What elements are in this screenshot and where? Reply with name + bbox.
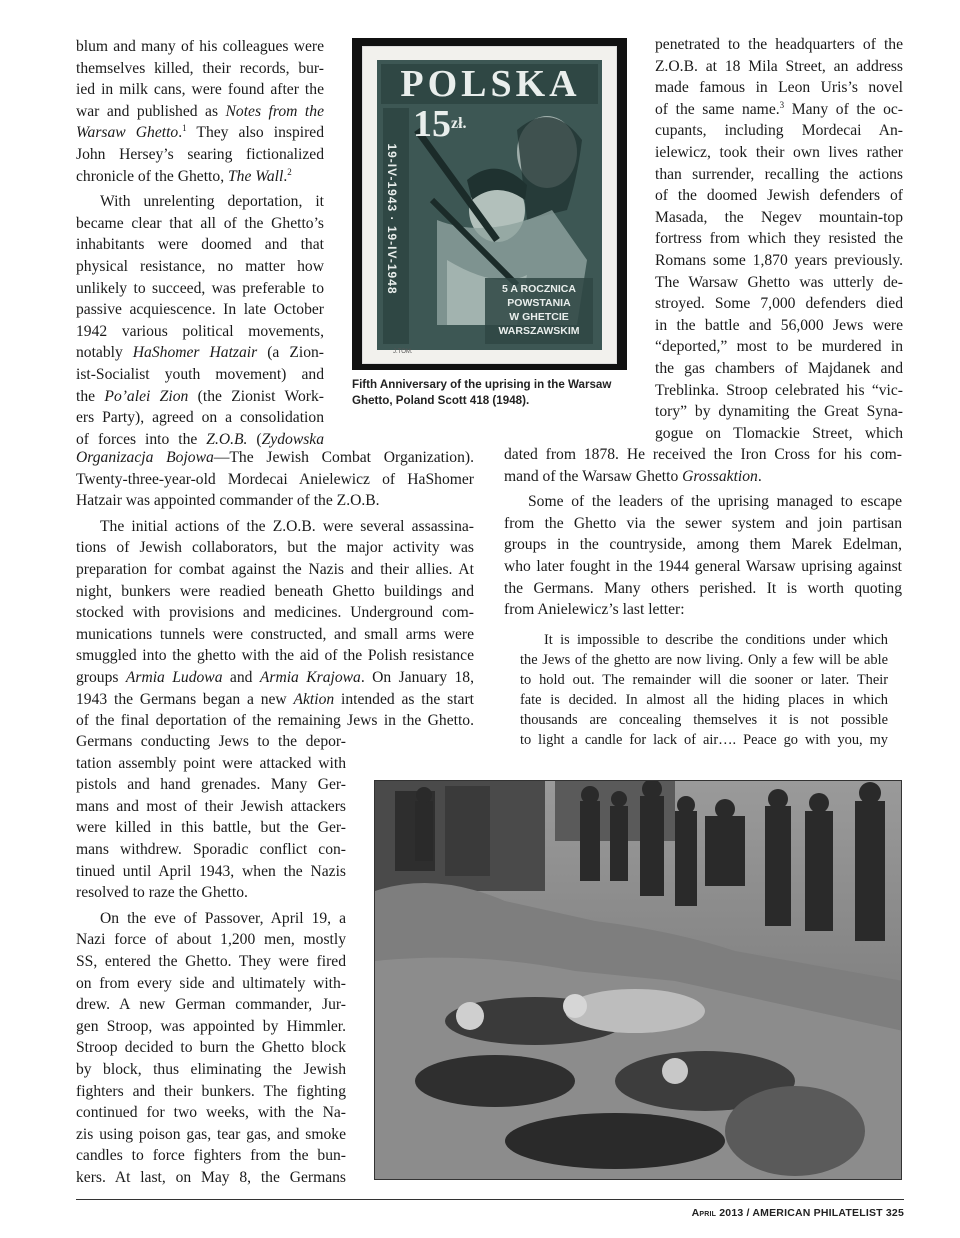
left-column-bottom: Germans conducting Jews to the depor- tation assembly point were attacked with pistols and hand grenades. Many Ger- mans and most of their Jewish attackers were killed in this battle, but the Ger- mans withdrew. Sporadic conflict con- tinued until April 1943, when the Nazis resolved to raze the Ghetto. On the eve of Passover, April 19, a Nazi force of about 1,200 men, mostly SS, entered the Ghetto. They were fired on from every side and ultimately with- drew. A new German commander, Jur- gen Stroop, was appointed by Himmler. Stroop decided to burn the Ghetto block by block, thus eliminating the Jewish fighters and their bunkers. The fighting continued for two weeks, with the Na- zis using poison gas, tear gas, and smoke candles to force fighters from the bun- kers. At last, on May 8, the Germans xyxy=(76,733,346,1186)
footnote-ref[interactable]: 1 xyxy=(182,123,187,134)
footer-rule xyxy=(76,1199,904,1200)
stamp-inscription: 5 A ROCZNICA POWSTANIA W GHETCIE WARSZAWSKIM xyxy=(498,283,580,337)
footnote-ref[interactable]: 2 xyxy=(287,166,292,177)
stamp-side-dates: 19-IV-1943 · 19-IV-1948 xyxy=(385,143,399,295)
stamp-figure xyxy=(352,38,627,370)
stamp-value: $15^{zł.}$ xyxy=(413,103,467,145)
stamp-design xyxy=(377,60,602,350)
historical-photo xyxy=(374,780,902,1180)
footer-publication: 2013 / AMERICAN PHILATELIST 325 xyxy=(716,1207,904,1219)
right-column-wide: dated from 1878. He received the Iron Cross for his com- mand of the Warsaw Ghetto Grossaktion. Some of the leaders of the uprising managed to escape from the Ghetto via the sewer system and join partisan groups in the countryside, among them Marek Edelman, who later fought in the 1944 general Warsaw uprising against the Germans. Many others perished. It is worth quoting from Anielewicz’s last letter: xyxy=(504,446,902,619)
stamp-country: POLSKA xyxy=(400,63,581,105)
stamp-caption: Fifth Anniversary of the uprising in the Warsaw Ghetto, Poland Scott 418 (1948). xyxy=(352,378,612,407)
photo-artwork xyxy=(375,781,902,1180)
footnote-ref[interactable]: 3 xyxy=(779,99,785,110)
stamp-designer-mark: J.TOM. xyxy=(393,349,413,355)
left-column-top: blum and many of his colleagues were themselves killed, their records, bur- ied in milk cans, were found after the war and published as Notes from the Warsaw Ghetto.$^1$ They also inspired John Hersey’s searing fictionalized chronicle of the Ghetto, The Wall.$^2$ With unrelenting deportation, it became clear that all of the Ghetto’s inhabitants were doomed and that physical resistance, no matter how unlikely to succeed, was preferable to passive acquiescence. In late October 1942 various political movements, notably HaShomer Hatzair (a Zion- ist-Socialist youth movement) and the Po’alei Zion (the Zionist Work- ers Party), agreed on a consolidation of forces into the Z.O.B. (Zydowska xyxy=(76,38,324,448)
postage-stamp xyxy=(362,46,617,364)
left-column-wide: Organizacja Bojowa—The Jewish Combat Organization). Twenty-three-year-old Mordecai Anielewicz of HaShomer Hatzair was appointed commander of the Z.O.B. The initial actions of the Z.O.B. were several assassina- tions of Jewish collaborators, but the major activity was preparation for combat against the Nazis and their allies. At night, bunkers were readied beneath Ghetto buildings and stocked with provisions and medicines. Underground com- munications tunnels were constructed, and small arms were smuggled into the ghetto with the aid of the Polish resistance groups Armia Ludowa and Armia Krajowa. On January 18, 1943 the Germans began a new Aktion intended as the start of the final deportation of the remaining Jews in the Ghetto. xyxy=(76,449,474,730)
footer-month: April xyxy=(691,1207,717,1219)
page-footer xyxy=(600,1207,904,1219)
block-quote: It is impossible to describe the conditions under which the Jews of the ghetto are now living. Only a few will be able to hold out. The remainder will die sooner or later. Their fate is decided. In almost all the hiding places in which thousands are concealing themselves it is not possible to light a candle for lack of air…. Peace go with you, my xyxy=(520,632,888,748)
right-column-top: penetrated to the headquarters of the Z.O.B. at 18 Mila Street, an address made famous in Leon Uris’s novel of the same name.$^3$ Many of the oc- cupants, including Mordecai An- ielewicz, took their own lives rather than surrender, recalling the actions of the doomed Jewish defenders of Masada, the Negev mountain-top fortress from which they resisted the Romans some 1,870 years previously. The Warsaw Ghetto was utterly de- stroyed. Some 7,000 defenders died in the battle and 56,000 Jews were “deported,” most to be murdered in the gas chambers of Majdanek and Treblinka. Stroop celebrated his “vic- tory” by dynamiting the Great Syna- gogue on Tlomackie Street, which xyxy=(655,36,903,442)
